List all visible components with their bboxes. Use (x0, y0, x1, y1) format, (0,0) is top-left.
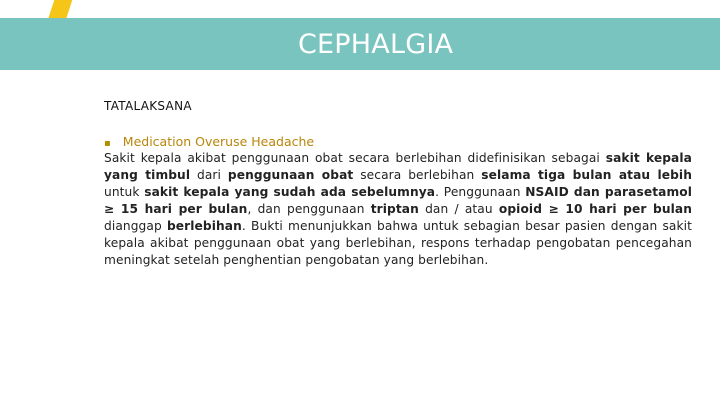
paragraph-emphasis: opioid ≥ 10 hari per bulan (498, 202, 692, 216)
paragraph-emphasis: sakit kepala yang sudah ada sebelumnya (144, 185, 436, 199)
paragraph-emphasis: selama tiga bulan atau lebih (481, 168, 692, 182)
paragraph-emphasis: triptan (370, 202, 419, 216)
paragraph-text: Sakit kepala akibat penggunaan obat secara berlebihan didefinisikan sebagai (104, 151, 606, 165)
paragraph-emphasis: berlebihan (166, 219, 242, 233)
paragraph-emphasis: penggunaan obat (227, 168, 354, 182)
bullet-item (104, 134, 314, 149)
body-paragraph (104, 150, 692, 269)
section-heading: TATALAKSANA (104, 99, 192, 113)
paragraph-text: , dan penggunaan (247, 202, 371, 216)
paragraph-emphasis: NSAID dan parasetamol ≥ 15 hari per bulan (104, 185, 692, 216)
bullet-marker-icon: ▪ (104, 138, 111, 149)
slide-title: CEPHALGIA (298, 29, 454, 60)
paragraph-text: dianggap (104, 219, 167, 233)
paragraph-text: dan / atau (418, 202, 499, 216)
paragraph-emphasis: sakit kepala yang timbul (104, 151, 692, 182)
paragraph-text: secara berlebihan (353, 168, 482, 182)
paragraph-text: dari (190, 168, 228, 182)
paragraph-text: . Penggunaan (435, 185, 526, 199)
bullet-text: Medication Overuse Headache (122, 134, 315, 149)
paragraph-text: . Bukti menunjukkan bahwa untuk sebagian besar pasien dengan sakit kepala akibat penggunaan obat yang berlebihan, respons terhadap pengobatan pencegahan meningkat setelah penghentian pengobatan yang berlebihan. (104, 219, 692, 267)
paragraph-text: untuk (104, 185, 145, 199)
